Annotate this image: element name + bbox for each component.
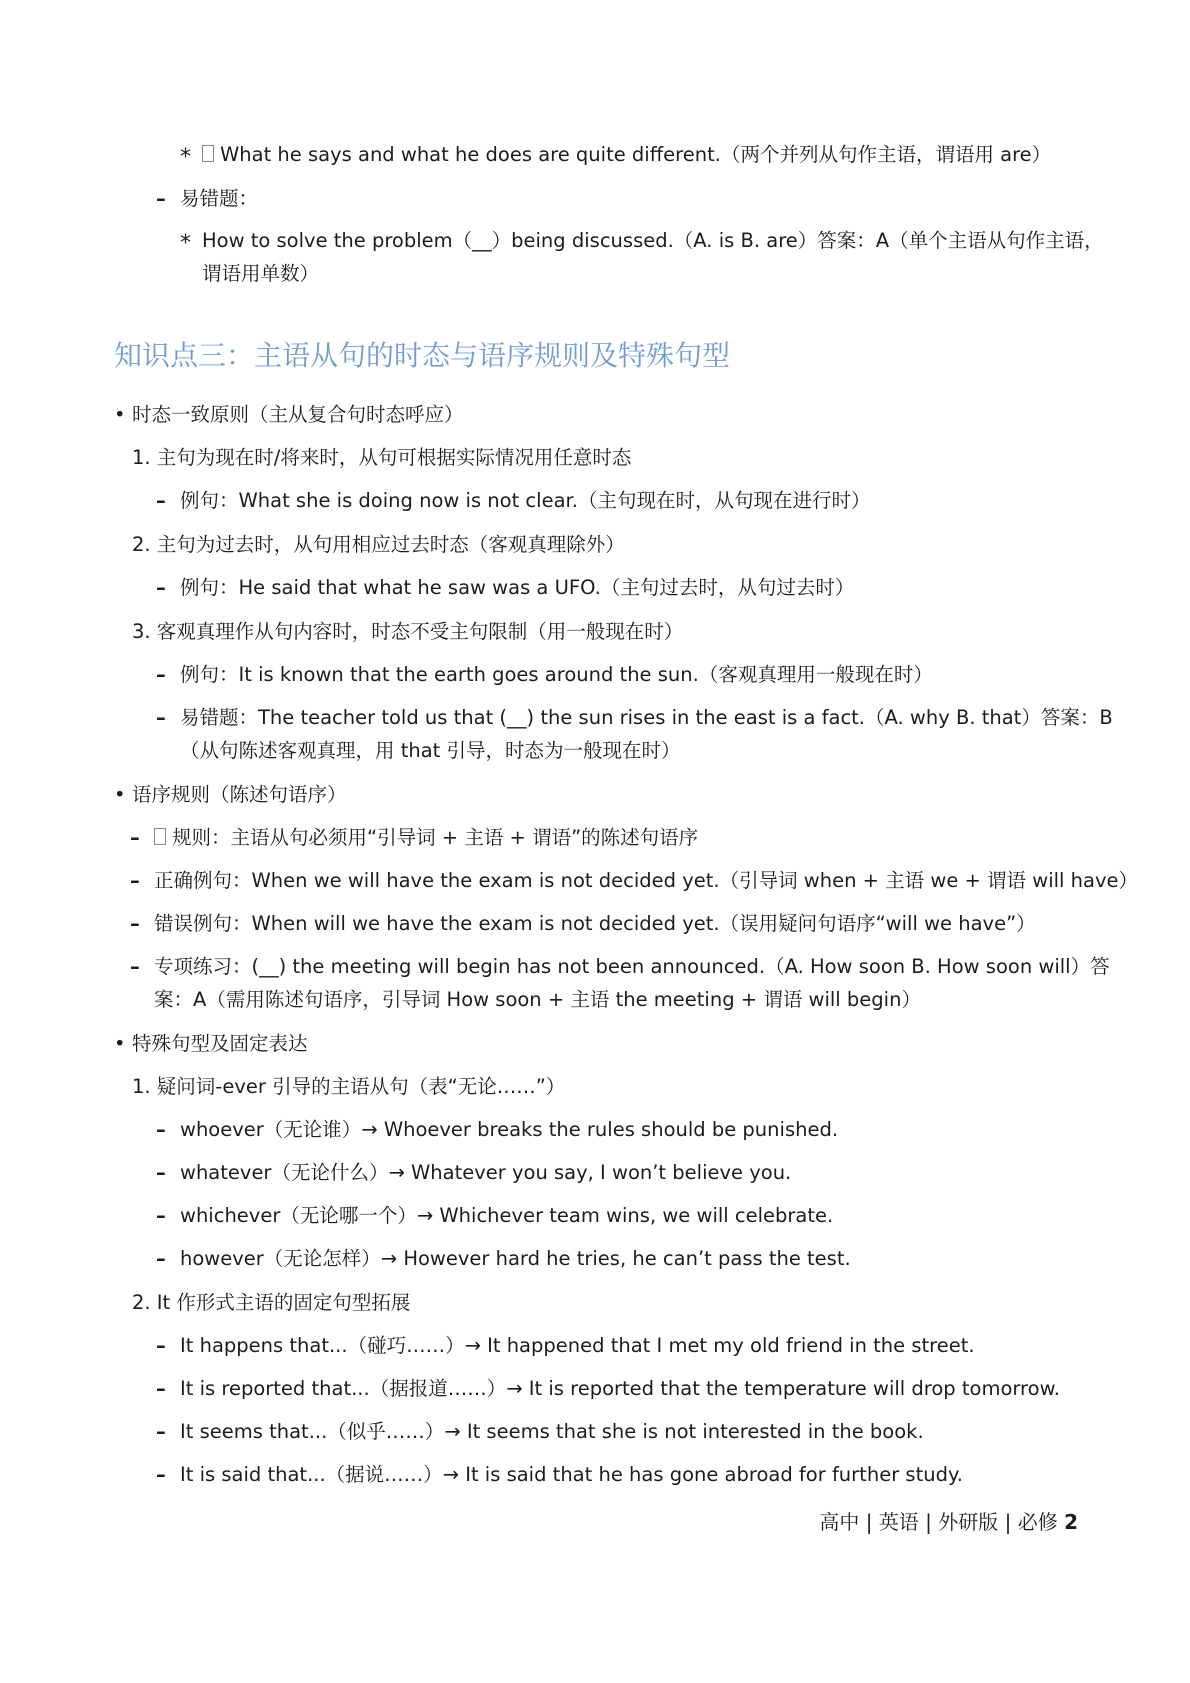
round-bullet: • (114, 783, 126, 806)
ever-item: whichever（无论哪一个）→ Whichever team wins, we will celebrate. (180, 1204, 834, 1227)
page-number: 2 (1064, 1510, 1078, 1534)
dash-bullet: – (156, 576, 166, 599)
section1-item-2: 2. 主句为过去时，从句用相应过去时态（客观真理除外） (132, 533, 625, 556)
section1-item-2-example: 例句：He said that what he saw was a UFO.（主句过去时，从句过去时） (180, 576, 855, 599)
dash-bullet: – (156, 1161, 166, 1184)
error-label: 易错题： (180, 187, 259, 210)
missing-glyph-icon (154, 828, 166, 845)
section1-item-1: 1. 主句为现在时/将来时，从句可根据实际情况用任意时态 (132, 446, 632, 469)
star-bullet: * (180, 231, 191, 256)
ever-item: however（无论怎样）→ However hard he tries, he can’t pass the test. (180, 1247, 851, 1270)
section1-title: 时态一致原则（主从复合句时态呼应） (132, 403, 464, 426)
dash-bullet: – (156, 1463, 166, 1486)
ever-item: whoever（无论谁）→ Whoever breaks the rules should be punished. (180, 1118, 839, 1141)
error-question-line-2: 谓语用单数） (202, 262, 320, 285)
round-bullet: • (114, 403, 126, 426)
missing-glyph-icon (202, 145, 214, 162)
dash-bullet: – (156, 1420, 166, 1443)
star-bullet: * (180, 145, 191, 170)
section2-wrong: 错误例句：When will we have the exam is not decided yet.（误用疑问句语序“will we have”） (154, 912, 1036, 935)
it-pattern-item: It seems that...（似乎……）→ It seems that she is not interested in the book. (180, 1420, 924, 1443)
ever-item: whatever（无论什么）→ Whatever you say, I won’t believe you. (180, 1161, 792, 1184)
example-line: What he says and what he does are quite different.（两个并列从句作主语，谓语用 are） (202, 142, 1051, 168)
section1-item-3-example: 例句：It is known that the earth goes around the sun.（客观真理用一般现在时） (180, 663, 933, 686)
section2-title: 语序规则（陈述句语序） (132, 783, 347, 806)
dash-bullet: – (156, 187, 166, 210)
it-pattern-item: It is reported that...（据报道……）→ It is reported that the temperature will drop tomorrow. (180, 1377, 1060, 1400)
error-question-line-1: How to solve the problem（__）being discussed.（A. is B. are）答案：A（单个主语从句作主语， (202, 229, 1104, 252)
dash-bullet: – (130, 869, 140, 892)
section2-practice-line-2: 案：A（需用陈述句语序，引导词 How soon + 主语 the meeting + 谓语 will begin） (154, 988, 921, 1011)
section2-practice-line-1: 专项练习：(__) the meeting will begin has not been announced.（A. How soon B. How soon will）答 (154, 955, 1110, 978)
dash-bullet: – (156, 489, 166, 512)
section1-item-3: 3. 客观真理作从句内容时，时态不受主句限制（用一般现在时） (132, 620, 684, 643)
section1-item-1-example: 例句：What she is doing now is not clear.（主句现在时，从句现在进行时） (180, 489, 871, 512)
dash-bullet: – (156, 1334, 166, 1357)
dash-bullet: – (130, 955, 140, 978)
section1-item-3-error-line-2: （从句陈述客观真理，用 that 引导，时态为一般现在时） (180, 739, 681, 762)
footer-course: 高中 | 英语 | 外研版 | 必修 (819, 1510, 1065, 1534)
it-pattern-item: It is said that...（据说……）→ It is said that he has gone abroad for further study. (180, 1463, 963, 1486)
dash-bullet: – (130, 826, 140, 849)
dash-bullet: – (156, 706, 166, 729)
page-footer (819, 1508, 1078, 1536)
it-pattern-item: It happens that...（碰巧……）→ It happened that I met my old friend in the street. (180, 1334, 975, 1357)
section3-title: 特殊句型及固定表达 (132, 1032, 308, 1055)
section3-sub-1: 1. 疑问词-ever 引导的主语从句（表“无论……”） (132, 1075, 566, 1098)
dash-bullet: – (156, 1204, 166, 1227)
section3-sub-2: 2. It 作形式主语的固定句型拓展 (132, 1291, 411, 1314)
section-heading: 知识点三：主语从句的时态与语序规则及特殊句型 (114, 339, 731, 372)
section2-rule: 规则：主语从句必须用“引导词 + 主语 + 谓语”的陈述句语序 (154, 825, 698, 851)
dash-bullet: – (130, 912, 140, 935)
dash-bullet: – (156, 1247, 166, 1270)
dash-bullet: – (156, 1377, 166, 1400)
section1-item-3-error-line-1: 易错题：The teacher told us that (__) the sun rises in the east is a fact.（A. why B. that）答案：B (180, 706, 1113, 729)
round-bullet: • (114, 1032, 126, 1055)
dash-bullet: – (156, 1118, 166, 1141)
section2-correct: 正确例句：When we will have the exam is not decided yet.（引导词 when + 主语 we + 谓语 will have） (154, 869, 1138, 892)
dash-bullet: – (156, 663, 166, 686)
